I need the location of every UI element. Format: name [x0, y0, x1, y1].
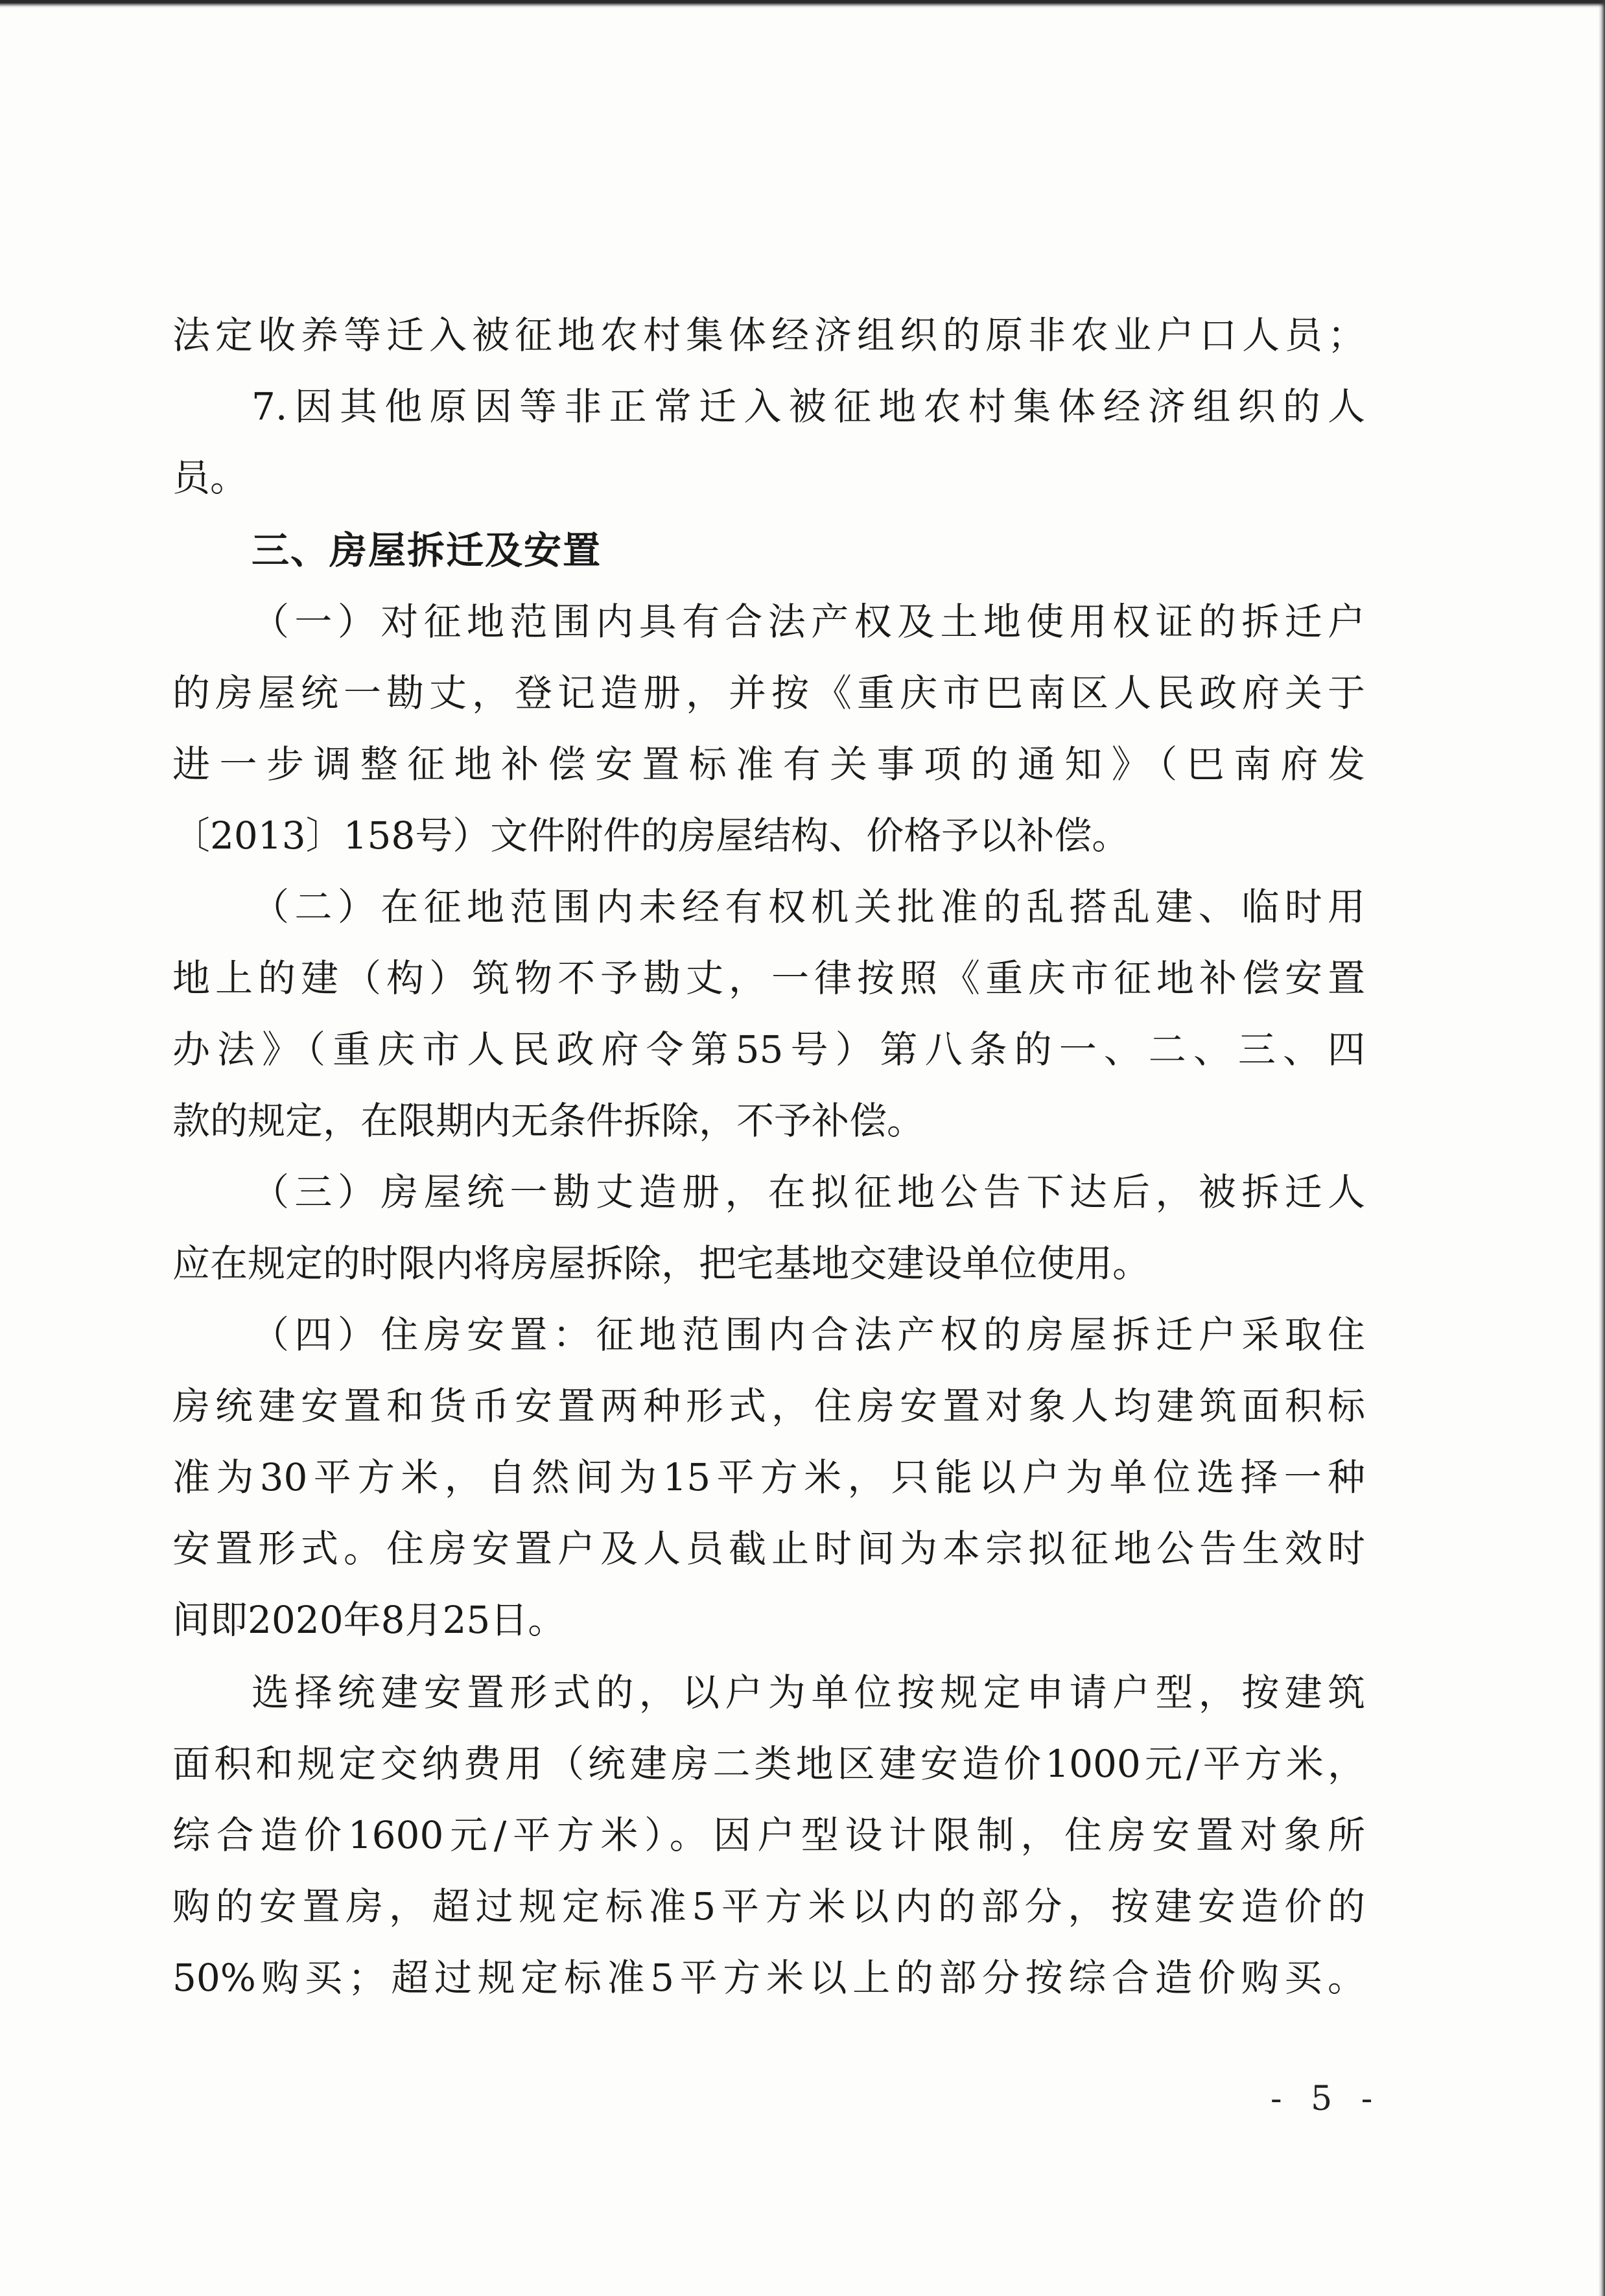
body-line: 50%购买；超过规定标准5平方米以上的部分按综合造价购买。 — [172, 1956, 1365, 2000]
body-line: 应在规定的时限内将房屋拆除，把宅基地交建设单位使用。 — [172, 1241, 1151, 1285]
body-line: 的房屋统一勘丈，登记造册，并按《重庆市巴南区人民政府关于 — [172, 671, 1365, 715]
scan-edge-right — [1599, 0, 1605, 2296]
body-line: （一）对征地范围内具有合法产权及土地使用权证的拆迁户 — [252, 600, 1365, 644]
body-line: 面积和规定交纳费用（统建房二类地区建安造价1000元/平方米， — [172, 1742, 1365, 1786]
body-line: 购的安置房，超过规定标准5平方米以内的部分，按建安造价的 — [172, 1884, 1365, 1928]
page-number: - 5 - — [1271, 2079, 1382, 2118]
body-line: 间即2020年8月25日。 — [172, 1598, 566, 1642]
body-line: 地上的建（构）筑物不予勘丈，一律按照《重庆市征地补偿安置 — [172, 956, 1365, 1000]
body-line: 员。 — [172, 456, 248, 500]
body-line: 法定收养等迁入被征地农村集体经济组织的原非农业户口人员； — [172, 313, 1365, 357]
body-line: 款的规定，在限期内无条件拆除，不予补偿。 — [172, 1099, 925, 1143]
body-line: 7.因其他原因等非正常迁入被征地农村集体经济组织的人 — [252, 384, 1365, 428]
body-line: （四）住房安置：征地范围内合法产权的房屋拆迁户采取住 — [252, 1313, 1365, 1357]
body-line: 安置形式。住房安置户及人员截止时间为本宗拟征地公告生效时 — [172, 1527, 1365, 1571]
body-line: 办法》（重庆市人民政府令第55号）第八条的一、二、三、四 — [172, 1027, 1365, 1072]
body-line: 进一步调整征地补偿安置标准有关事项的通知》（巴南府发 — [172, 742, 1365, 786]
body-line: 准为30平方米，自然间为15平方米，只能以户为单位选择一种 — [172, 1455, 1365, 1499]
body-line: 〔2013〕158号）文件附件的房屋结构、价格予以补偿。 — [172, 814, 1130, 858]
body-line: 选择统建安置形式的，以户为单位按规定申请户型，按建筑 — [252, 1670, 1365, 1715]
body-line: 房统建安置和货币安置两种形式，住房安置对象人均建筑面积标 — [172, 1384, 1365, 1428]
section-heading: 三、房屋拆迁及安置 — [252, 528, 602, 572]
body-line: （二）在征地范围内未经有权机关批准的乱搭乱建、临时用 — [252, 885, 1365, 929]
scan-edge-top — [0, 0, 1605, 8]
body-line: （三）房屋统一勘丈造册，在拟征地公告下达后，被拆迁人 — [252, 1170, 1365, 1214]
body-line: 综合造价1600元/平方米）。因户型设计限制，住房安置对象所 — [172, 1813, 1365, 1857]
